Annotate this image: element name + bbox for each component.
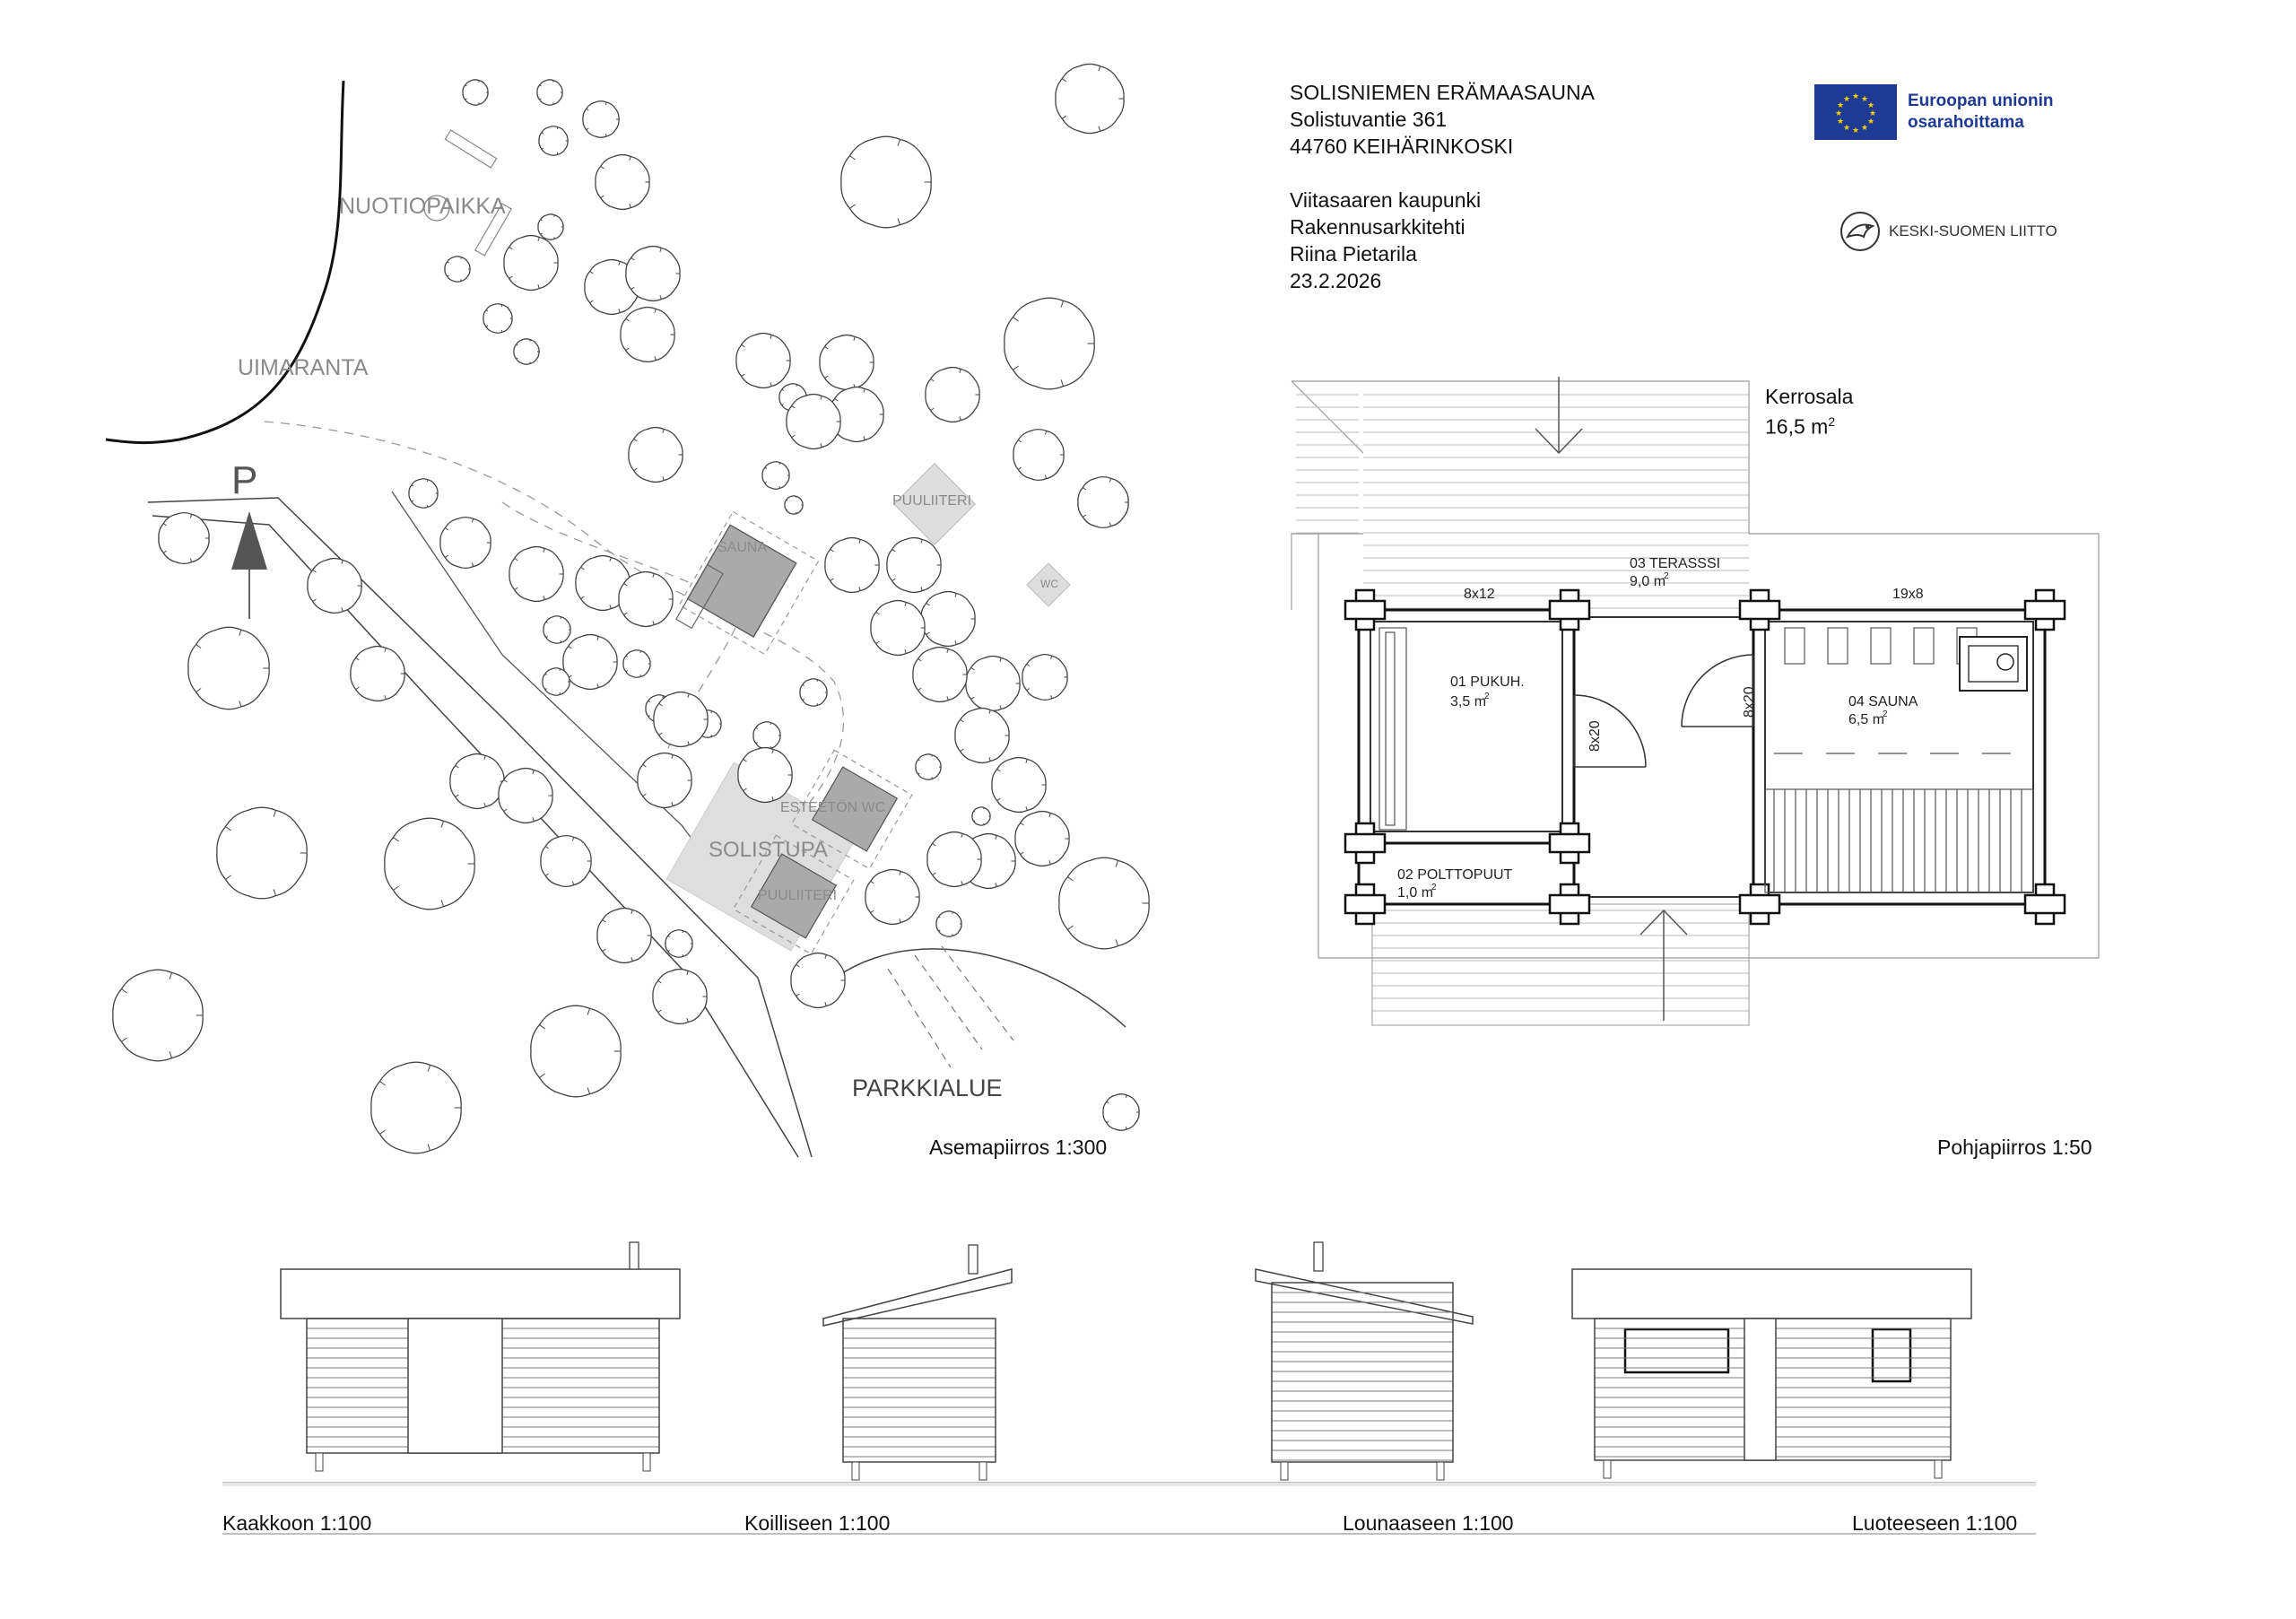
site-plan xyxy=(106,64,1149,1157)
project-name: SOLISNIEMEN ERÄMAASAUNA xyxy=(1290,81,1595,104)
tree-icon xyxy=(791,953,845,1008)
tree-icon xyxy=(785,496,803,514)
label-esteeton-wc: ESTEETÖN WC xyxy=(780,800,886,815)
shoreline xyxy=(106,81,344,443)
tree-icon xyxy=(537,80,562,105)
tree-icon xyxy=(921,592,975,647)
room-02-name: 02 POLTTOPUUT xyxy=(1397,867,1513,883)
area-block xyxy=(1765,384,1853,440)
door-label-1: 8x20 xyxy=(1587,720,1603,752)
tree-icon xyxy=(563,635,617,690)
room-04-name: 04 SAUNA xyxy=(1848,694,1918,709)
tree-icon xyxy=(504,236,558,291)
tree-icon xyxy=(409,479,438,509)
bench xyxy=(445,130,496,168)
tree-icon xyxy=(626,247,680,301)
tree-icon xyxy=(762,462,789,490)
elevation-kaakkoon xyxy=(281,1242,680,1471)
tree-icon xyxy=(966,657,1020,711)
tree-icon xyxy=(371,1062,461,1153)
area-label: Kerrosala xyxy=(1765,385,1854,408)
tree-icon xyxy=(1015,812,1069,866)
room-01-walls xyxy=(1359,610,1574,843)
tree-icon xyxy=(629,428,683,483)
site-plan-caption: Asemapiirros 1:300 xyxy=(929,1136,1108,1159)
tree-icon xyxy=(787,395,840,449)
tree-icon xyxy=(1013,430,1064,481)
room-03-name: 03 TERASSSI xyxy=(1630,556,1721,571)
ksl-text: KESKI-SUOMEN LIITTO xyxy=(1889,222,2057,239)
tree-icon xyxy=(936,911,961,936)
tree-icon xyxy=(1059,857,1149,949)
window-label-2: 19x8 xyxy=(1892,587,1924,602)
stove-icon xyxy=(1960,637,2027,691)
elevation-luoteeseen xyxy=(1572,1269,1971,1478)
tree-icon xyxy=(992,758,1046,813)
elevations xyxy=(222,1242,2036,1534)
tree-icon xyxy=(619,572,673,627)
postal-address: 44760 KEIHÄRINKOSKI xyxy=(1290,135,1514,158)
room-02-area: 1,0 m xyxy=(1397,885,1434,901)
svg-text:★: ★ xyxy=(1860,95,1869,104)
svg-text:★: ★ xyxy=(1842,124,1851,133)
elevation-caption-koilliseen: Koilliseen 1:100 xyxy=(744,1511,891,1535)
room-01-name: 01 PUKUH. xyxy=(1450,675,1525,690)
elevation-koilliseen xyxy=(823,1245,1012,1480)
tree-icon xyxy=(539,126,568,156)
label-sauna: SAUNA xyxy=(718,540,768,555)
label-uimaranta: UIMARANTA xyxy=(238,355,369,380)
svg-text:★: ★ xyxy=(1851,92,1860,101)
municipality: Viitasaaren kaupunki xyxy=(1290,188,1482,212)
tree-icon xyxy=(1056,64,1124,133)
svg-text:★: ★ xyxy=(1834,109,1843,118)
area-value-sup: 2 xyxy=(1828,414,1836,429)
tree-icon xyxy=(913,648,967,702)
tree-icon xyxy=(753,722,780,750)
tree-icon xyxy=(654,692,708,747)
tree-icon xyxy=(445,257,470,282)
tree-icon xyxy=(926,368,979,422)
label-parkkialue: PARKKIALUE xyxy=(852,1075,1003,1101)
room-04-area-sup: 2 xyxy=(1883,709,1888,719)
parking-symbol: P xyxy=(231,458,258,502)
street-address: Solistuvantie 361 xyxy=(1290,108,1448,131)
tree-icon xyxy=(440,518,491,569)
roof-boards xyxy=(1296,395,1749,608)
tree-icon xyxy=(623,650,650,678)
svg-text:★: ★ xyxy=(1860,124,1869,133)
tree-icon xyxy=(1078,477,1128,528)
tree-icon xyxy=(544,616,570,644)
room-02-area-sup: 2 xyxy=(1431,883,1437,892)
floor-plan-caption: Pohjapiirros 1:50 xyxy=(1937,1136,2092,1159)
tree-icon xyxy=(308,559,361,614)
trees xyxy=(113,64,1149,1153)
room-01-area: 3,5 m xyxy=(1450,694,1487,709)
tree-icon xyxy=(188,627,269,709)
tree-icon xyxy=(927,832,981,887)
tree-icon xyxy=(621,308,674,362)
elevation-caption-kaakkoon: Kaakkoon 1:100 xyxy=(222,1511,372,1535)
tree-icon xyxy=(887,538,941,593)
tree-icon xyxy=(113,970,203,1061)
label-nuotiopaikka: NUOTIOPAIKKA xyxy=(339,194,506,219)
tree-icon xyxy=(1004,298,1094,389)
tree-icon xyxy=(871,601,925,656)
elevation-caption-lounaaseen: Lounaaseen 1:100 xyxy=(1343,1511,1514,1535)
tree-icon xyxy=(972,807,990,825)
svg-text:★: ★ xyxy=(1836,101,1845,110)
tree-icon xyxy=(531,1005,621,1097)
tree-icon xyxy=(800,679,827,707)
tree-icon xyxy=(450,754,504,809)
tree-icon xyxy=(638,753,691,808)
tree-icon xyxy=(820,335,874,390)
elevation-caption-luoteeseen: Luoteeseen 1:100 xyxy=(1852,1511,2018,1535)
tree-icon xyxy=(463,80,488,105)
tree-icon xyxy=(736,334,790,388)
tree-icon xyxy=(597,909,651,963)
tree-icon xyxy=(738,748,792,803)
tree-icon xyxy=(865,870,919,925)
designer-role: Rakennusarkkitehti xyxy=(1290,215,1465,239)
tree-icon xyxy=(1022,655,1067,701)
label-wc: WC xyxy=(1040,578,1058,590)
svg-text:★: ★ xyxy=(1842,95,1851,104)
tree-icon xyxy=(385,818,474,910)
eu-text-line2: osarahoittama xyxy=(1908,113,2024,132)
tree-icon xyxy=(499,769,552,823)
tree-icon xyxy=(217,807,307,899)
room-03-area-sup: 2 xyxy=(1664,571,1669,581)
room-01-area-sup: 2 xyxy=(1484,692,1490,701)
svg-text:★: ★ xyxy=(1851,126,1860,135)
label-solistupa: SOLISTUPA xyxy=(709,838,828,862)
floor-plan xyxy=(1292,377,2099,1025)
tree-icon xyxy=(596,155,649,210)
svg-text:★: ★ xyxy=(1836,118,1845,126)
area-value: 16,5 m xyxy=(1765,414,1829,439)
ground xyxy=(222,1483,2036,1486)
tree-icon xyxy=(543,668,570,696)
svg-text:★: ★ xyxy=(1868,109,1877,118)
north-arrow-icon xyxy=(231,511,267,619)
sauna-building xyxy=(676,512,819,655)
tree-icon xyxy=(955,709,1009,763)
tree-icon xyxy=(159,513,209,564)
door-label-2: 8x20 xyxy=(1742,686,1757,718)
tree-icon xyxy=(351,647,404,701)
tree-icon xyxy=(916,754,941,779)
tree-icon xyxy=(841,136,931,228)
tree-icon xyxy=(665,930,692,958)
designer-name: Riina Pietarila xyxy=(1290,242,1417,265)
room-04-area: 6,5 m xyxy=(1848,712,1885,727)
svg-text:★: ★ xyxy=(1866,101,1875,110)
svg-text:★: ★ xyxy=(1866,118,1875,126)
tree-icon xyxy=(514,339,539,364)
drawing-date: 23.2.2026 xyxy=(1290,269,1382,292)
label-puuliiteri-1: PUULIITERI xyxy=(892,493,972,509)
tree-icon xyxy=(653,970,707,1024)
tree-icon xyxy=(509,547,563,602)
parking-arc xyxy=(807,949,1126,1027)
tree-icon xyxy=(1103,1094,1139,1131)
window-label-1: 8x12 xyxy=(1464,587,1495,602)
label-puuliiteri-2: PUULIITERI xyxy=(758,888,838,903)
tree-icon xyxy=(483,304,512,334)
room-03-area: 9,0 m xyxy=(1630,574,1666,589)
parking-stalls xyxy=(888,946,1013,1067)
elevation-lounaaseen xyxy=(1256,1242,1473,1480)
tree-icon xyxy=(541,836,591,887)
tree-icon xyxy=(583,101,619,138)
tree-icon xyxy=(825,538,879,593)
eu-text-line1: Euroopan unionin xyxy=(1908,91,2054,110)
tree-icon xyxy=(538,214,563,239)
